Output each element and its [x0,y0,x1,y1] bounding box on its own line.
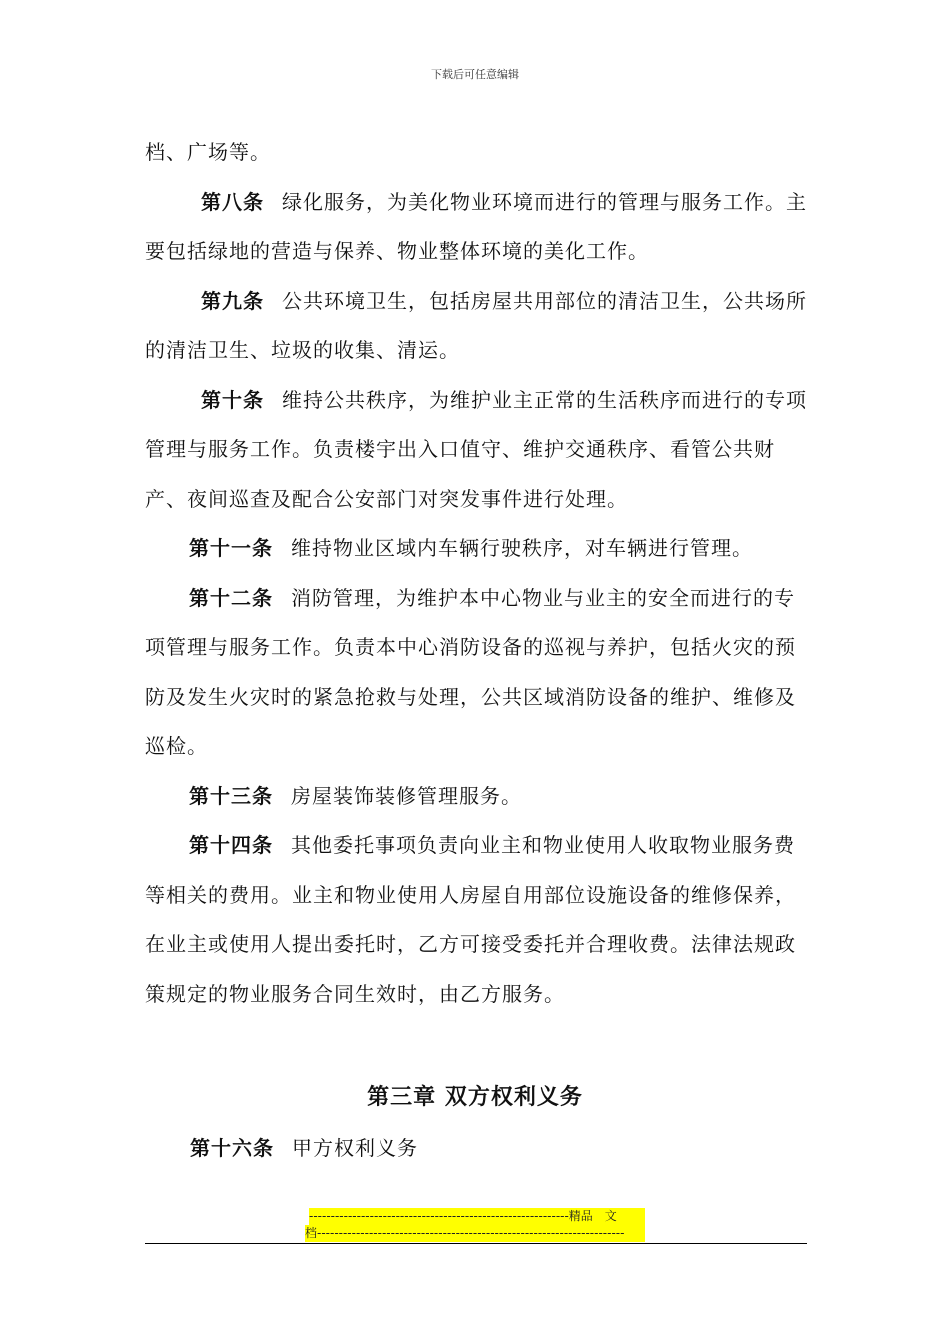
footer-watermark [305,1208,645,1242]
article-text: 维持物业区域内车辆行驶秩序，对车辆进行管理。 [291,536,753,560]
article-13 [145,772,810,822]
article-text: 公共环境卫生，包括房屋共用部位的清洁卫生，公共场所的清洁卫生、垃圾的收集、清运。 [145,288,807,362]
article-11 [145,524,810,574]
chapter-title: 第三章 双方权利义务 [367,1084,583,1110]
article-text: 绿化服务，为美化物业环境而进行的管理与服务工作。主要包括绿地的营造与保养、物业整体环境的美化工作。 [145,189,807,263]
document-body [145,128,810,1019]
paragraph-continuation: 档、广场等。 [145,140,271,164]
article-number: 第八条 [201,189,264,214]
article-text: 其他委托事项负责向业主和物业使用人收取物业服务费等相关的费用。业主和物业使用人房屋自用部位设施设备的维修保养，在业主或使用人提出委托时，乙方可接受委托并合理收费。法律法规政策规定的物业服务合同生效时，由乙方服务。 [145,833,796,1006]
footer-line-2: 档----------------------------------------------------------------------- [305,1225,645,1242]
article-9 [145,277,810,376]
header-note: 下载后可任意编辑 [431,68,519,81]
article-number: 第十条 [201,387,264,412]
article-number: 第十六条 [190,1136,274,1160]
article-text: 房屋装饰装修管理服务。 [291,783,522,808]
article-number: 第九条 [201,288,264,313]
article-text: 维持公共秩序，为维护业主正常的生活秩序而进行的专项管理与服务工作。负责楼宇出入口值守、维护交通秩序、看管公共财产、夜间巡查及配合公安部门对突发事件进行处理。 [145,387,807,511]
footer-rule [145,1243,807,1244]
article-16 [190,1124,418,1173]
article-12 [145,574,810,772]
article-10 [145,376,810,525]
article-number: 第十四条 [189,833,273,857]
article-text: 甲方权利义务 [292,1136,418,1160]
article-number: 第十二条 [189,585,273,610]
article-number: 第十一条 [189,536,273,560]
article-text: 消防管理，为维护本中心物业与业主的安全而进行的专项管理与服务工作。负责本中心消防设备的巡视与养护，包括火灾的预防及发生火灾时的紧急抢救与处理，公共区域消防设备的维护、维修及巡检。 [145,585,796,758]
article-8 [145,178,810,277]
footer-line-1: ------------------------------------------------------------精品 文 [309,1208,645,1225]
article-14 [145,821,810,1019]
article-number: 第十三条 [189,783,273,808]
